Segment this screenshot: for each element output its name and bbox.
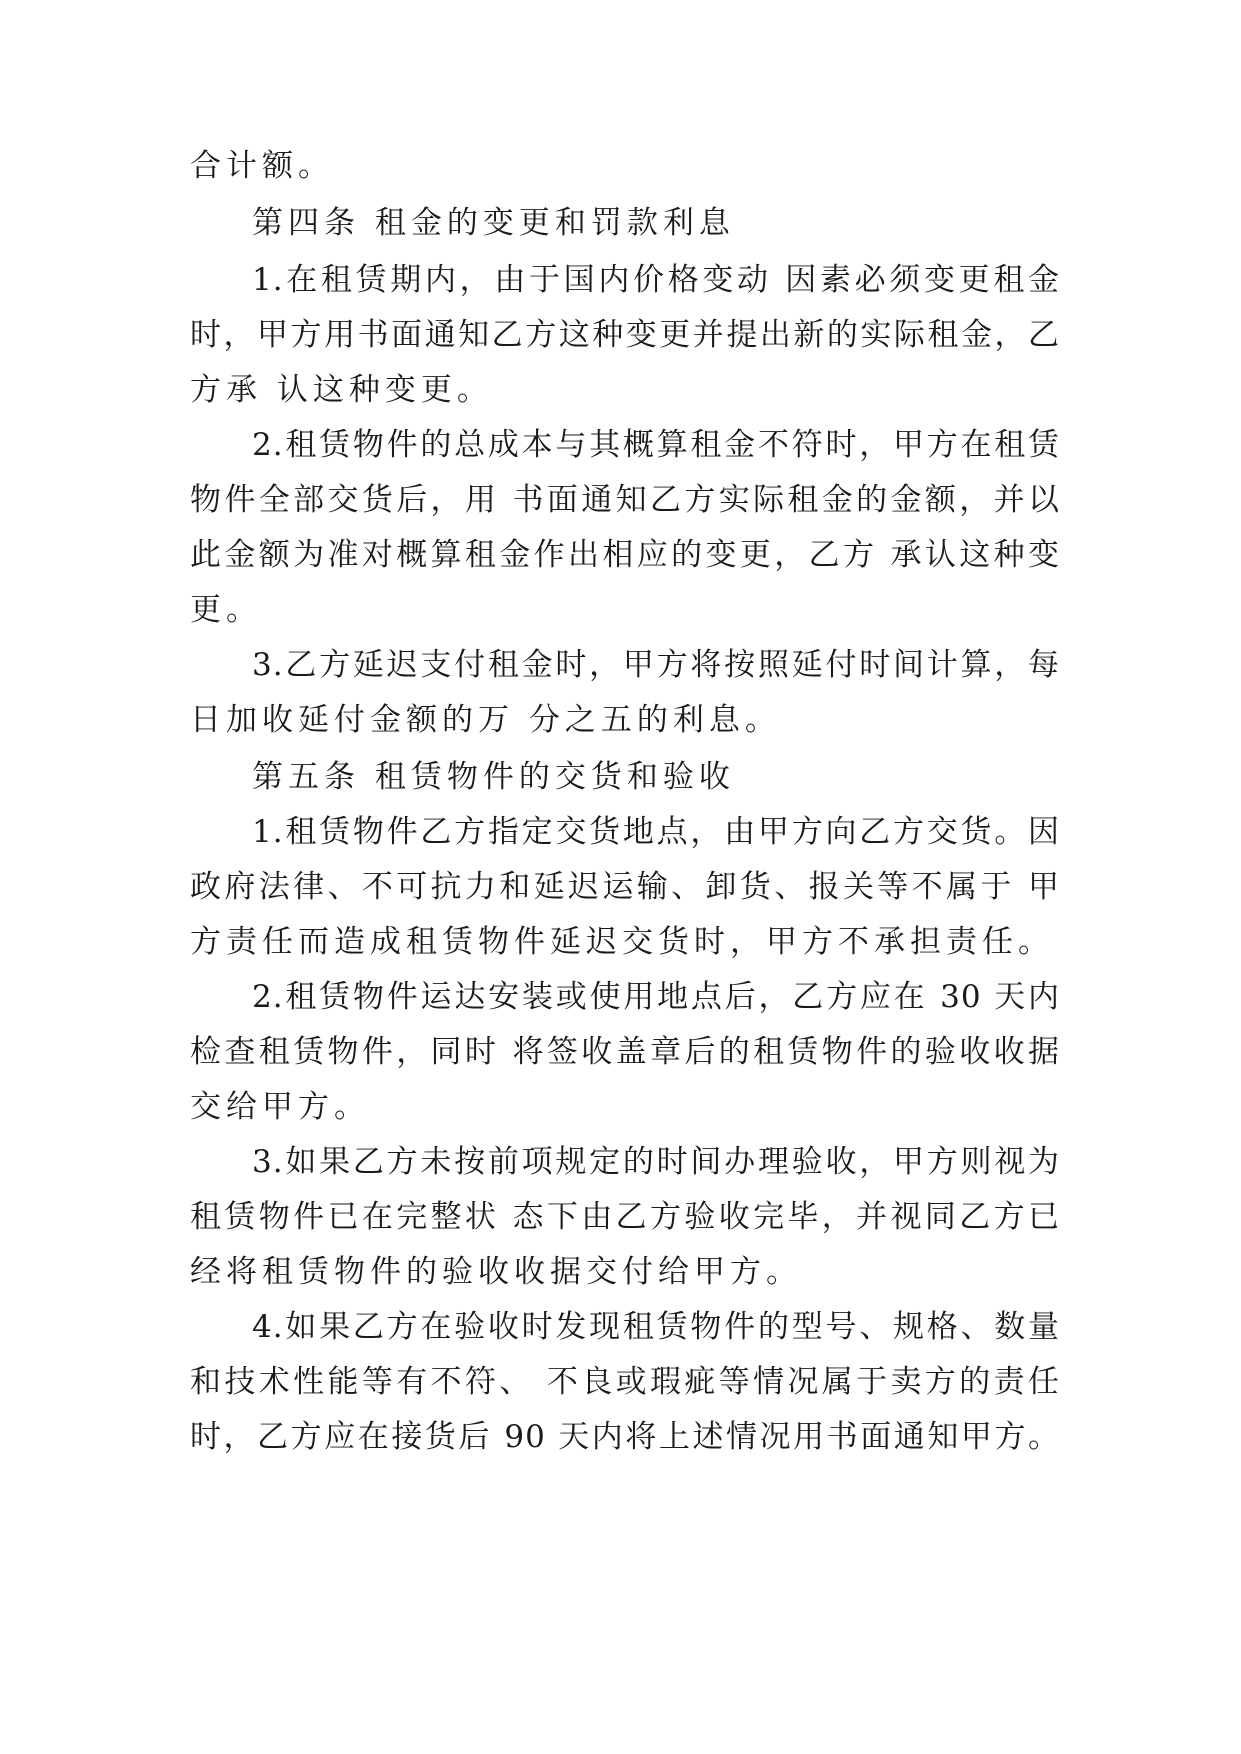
text-line: 1.租赁物件乙方指定交货地点，由甲方向乙方交货。因	[252, 814, 1060, 850]
article-heading: 第五条 租赁物件的交货和验收	[252, 759, 735, 795]
text-line: 政府法律、不可抗力和延迟运输、卸货、报关等不属于 甲	[190, 869, 1060, 905]
text-line: 和技术性能等有不符、 不良或瑕疵等情况属于卖方的责任	[190, 1364, 1060, 1400]
text-line: 方承 认这种变更。	[190, 372, 493, 408]
text-line: 3.乙方延迟支付租金时，甲方将按照延付时间计算，每	[252, 647, 1060, 683]
text-line: 时，乙方应在接货后 90 天内将上述情况用书面通知甲方。	[190, 1419, 1060, 1455]
text-line: 时，甲方用书面通知乙方这种变更并提出新的实际租金，乙	[190, 317, 1060, 353]
text-line: 合计额。	[190, 148, 334, 184]
text-line: 经将租赁物件的验收收据交付给甲方。	[190, 1254, 802, 1290]
text-line: 更。	[190, 592, 262, 628]
text-line: 日加收延付金额的万 分之五的利息。	[190, 702, 781, 738]
text-line: 检查租赁物件，同时 将签收盖章后的租赁物件的验收收据	[190, 1034, 1060, 1070]
text-line: 方责任而造成租赁物件延迟交货时，甲方不承担责任。	[190, 924, 1054, 960]
text-line: 交给甲方。	[190, 1089, 370, 1125]
text-line: 2.租赁物件运达安装或使用地点后，乙方应在 30 天内	[252, 979, 1060, 1015]
text-line: 2.租赁物件的总成本与其概算租金不符时，甲方在租赁	[252, 427, 1060, 463]
text-line: 4.如果乙方在验收时发现租赁物件的型号、规格、数量	[252, 1309, 1060, 1345]
text-line: 1.在租赁期内，由于国内价格变动 因素必须变更租金	[252, 262, 1060, 298]
text-line: 物件全部交货后，用 书面通知乙方实际租金的金额，并以	[190, 482, 1060, 518]
text-line: 此金额为准对概算租金作出相应的变更，乙方 承认这种变	[190, 537, 1060, 573]
text-line: 3.如果乙方未按前项规定的时间办理验收，甲方则视为	[252, 1144, 1060, 1180]
text-line: 租赁物件已在完整状 态下由乙方验收完毕，并视同乙方已	[190, 1199, 1060, 1235]
article-heading: 第四条 租金的变更和罚款利息	[252, 205, 735, 241]
